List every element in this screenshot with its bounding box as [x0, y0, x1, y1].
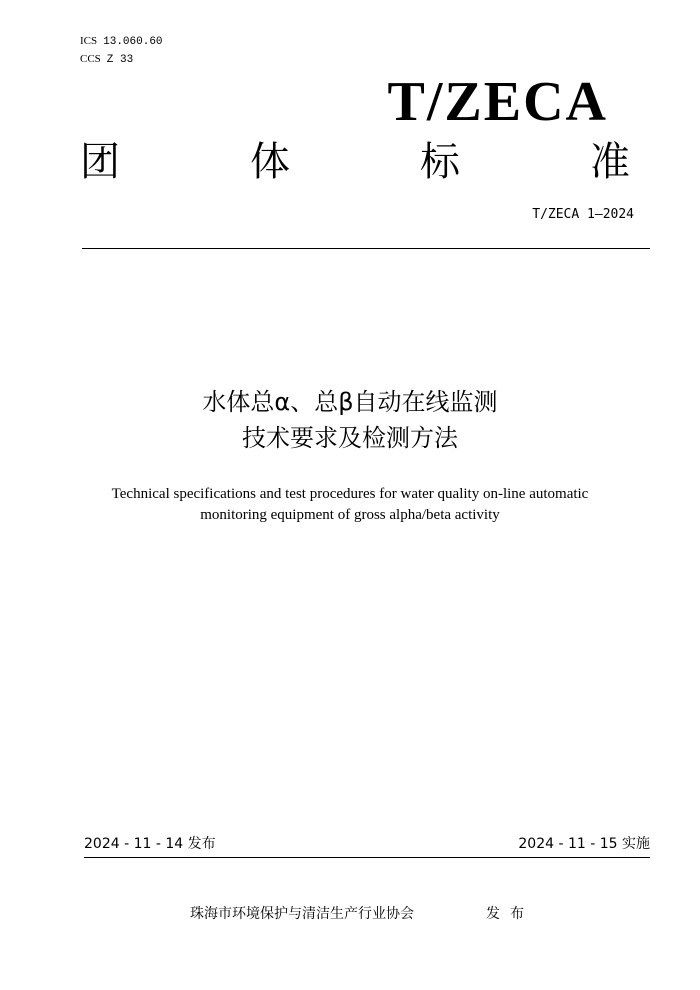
header-divider — [82, 248, 650, 249]
implement-date: 2024 - 11 - 15 实施 — [518, 836, 650, 852]
title-chinese — [0, 384, 700, 456]
title-chinese-line: 技术要求及检测方法 — [242, 424, 458, 452]
standard-kind-char: 准 — [590, 139, 630, 185]
ccs-classification — [80, 52, 133, 67]
title-english-line: Technical specifications and test procedures for water quality on-line automatic — [111, 486, 589, 502]
ics-code: 13.060.60 — [103, 36, 163, 48]
standard-kind-char: 标 — [420, 139, 460, 185]
standard-number: T/ZECA 1—2024 — [532, 207, 634, 222]
title-english — [0, 484, 700, 526]
footer-divider — [84, 857, 650, 858]
ics-classification — [80, 34, 163, 49]
standard-kind-char: 团 — [80, 139, 120, 185]
publish-date: 2024 - 11 - 14 发布 — [84, 836, 216, 852]
standard-kind-char: 体 — [250, 139, 290, 185]
standard-brand-logo: T/ZECA — [387, 71, 608, 133]
title-english-line: monitoring equipment of gross alpha/beta activity — [200, 507, 500, 523]
publisher-name: 珠海市环境保护与清洁生产行业协会 — [190, 906, 414, 922]
standard-kind-heading — [80, 138, 630, 186]
ccs-code: Z 33 — [106, 54, 134, 66]
ccs-label: CCS — [80, 53, 101, 65]
ics-label: ICS — [80, 35, 98, 47]
issued-label: 发布 — [486, 906, 534, 922]
title-chinese-line: 水体总α、总β自动在线监测 — [202, 388, 498, 416]
